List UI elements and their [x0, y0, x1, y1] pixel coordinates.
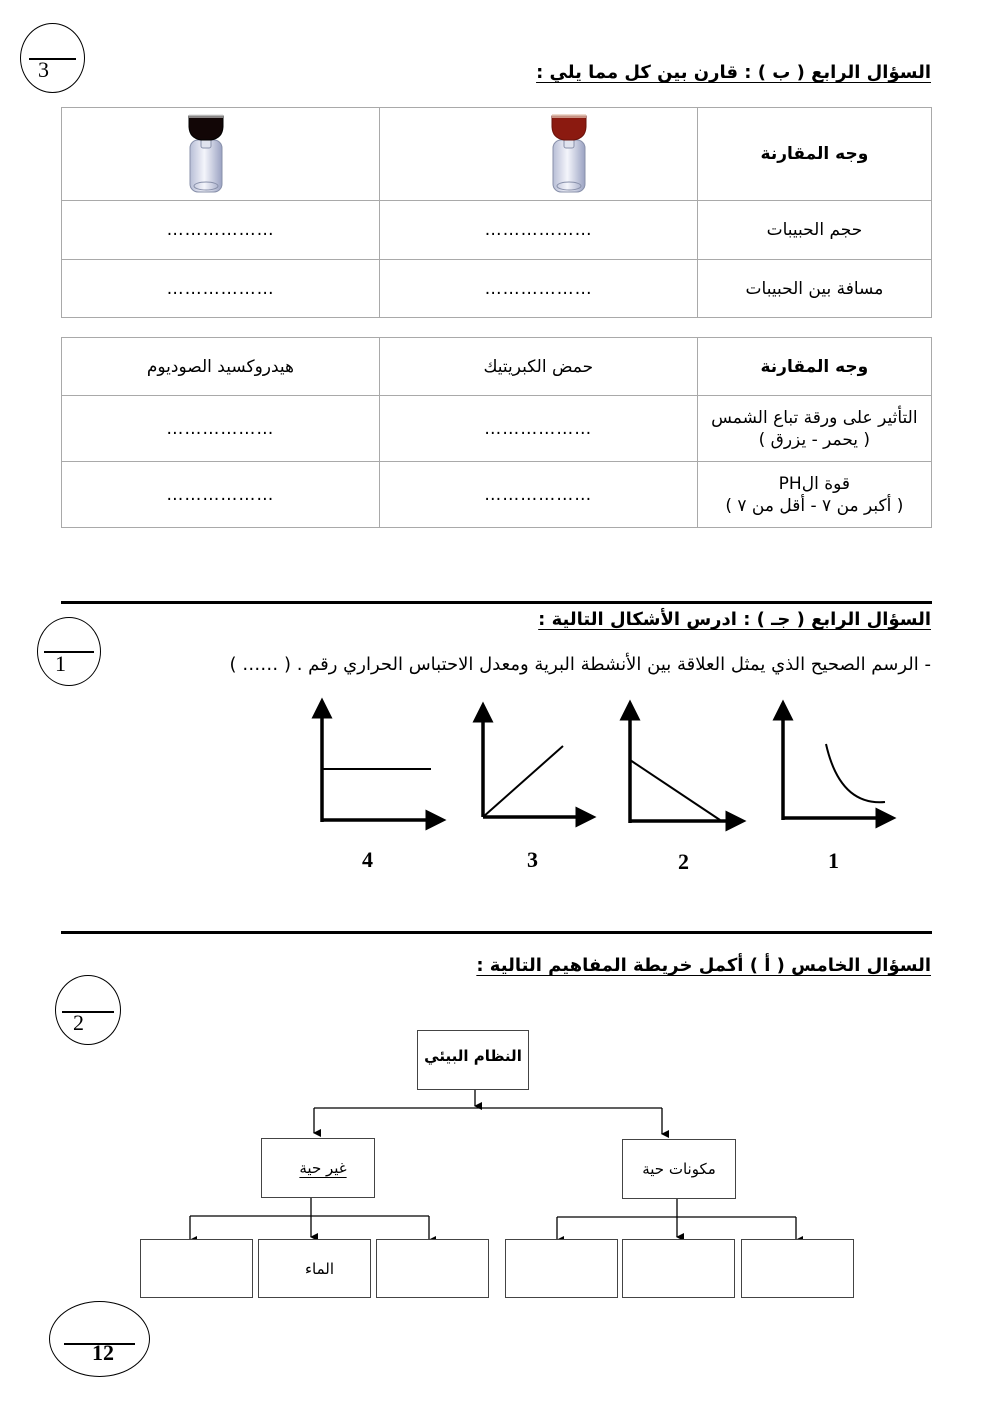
table-header-comparison-aspect: وجه المقارنة	[697, 108, 931, 201]
row-label-line1: قوة الPH	[778, 473, 851, 494]
answer-blank[interactable]: ………………	[379, 396, 697, 462]
answer-blank[interactable]: ………………	[62, 462, 380, 528]
answer-blank[interactable]: ………………	[379, 462, 697, 528]
row-label: حجم الحبيبات	[697, 201, 931, 260]
score-value: 2	[73, 1010, 84, 1035]
score-value: 3	[38, 57, 49, 82]
concept-map-blank-living-3[interactable]	[741, 1239, 854, 1298]
row-label-line2: ( يحمر - يزرق )	[758, 429, 871, 450]
concept-map-node-living	[622, 1139, 736, 1199]
section-b-title: السؤال الرابع ( ب ) : قارن بين كل مما يلي :	[536, 62, 931, 83]
concept-map-node-nonliving	[261, 1138, 375, 1198]
graph-label-2: 2	[678, 849, 689, 874]
section-c-question: - الرسم الصحيح الذي يمثل العلاقة بين الأنشطة البرية ومعدل الاحتباس الحراري رقم . ( …… )	[229, 654, 931, 675]
graph-label-4: 4	[362, 847, 373, 872]
table-header-sodium-hydroxide: هيدروكسيد الصوديوم	[62, 338, 380, 396]
concept-map-root	[417, 1030, 529, 1090]
section-c-title: السؤال الرابع ( جـ ) : ادرس الأشكال التالية :	[538, 609, 931, 630]
concept-map-node-label: مكونات حية	[642, 1160, 716, 1178]
answer-blank[interactable]: ………………	[62, 396, 380, 462]
answer-blank[interactable]: ………………	[380, 260, 698, 318]
row-label-line1: التأثير على ورقة تباع الشمس	[711, 407, 918, 428]
row-label-line2: ( أكبر من ٧ - أقل من ٧ )	[725, 495, 904, 516]
answer-blank[interactable]: ………………	[62, 201, 380, 260]
concept-map-node-label: غير حية	[299, 1159, 347, 1177]
row-label: مسافة بين الحبيبات	[697, 260, 931, 318]
concept-map-blank-nonliving-1[interactable]	[140, 1239, 253, 1298]
score-value: 12	[92, 1340, 114, 1365]
concept-map-blank-living-1[interactable]	[505, 1239, 618, 1298]
answer-blank[interactable]: ………………	[380, 201, 698, 260]
concept-map-leaf-label: الماء	[304, 1259, 335, 1278]
score-circle-page-total	[49, 1301, 150, 1377]
table-header-comparison-aspect: وجه المقارنة	[697, 338, 931, 396]
table-header-sulfuric-acid: حمض الكبريتيك	[379, 338, 697, 396]
section-5a-title: السؤال الخامس ( أ ) أكمل خريطة المفاهيم التالية :	[476, 955, 931, 976]
score-value: 1	[55, 651, 66, 676]
concept-map-blank-nonliving-2[interactable]	[376, 1239, 489, 1298]
concept-map-root-label: النظام البيئي	[424, 1047, 522, 1065]
concept-map-leaf-water	[258, 1239, 371, 1298]
graph-label-1: 1	[828, 848, 839, 873]
concept-map-blank-living-2[interactable]	[622, 1239, 735, 1298]
graph-label-3: 3	[527, 847, 538, 872]
answer-blank[interactable]: ………………	[62, 260, 380, 318]
